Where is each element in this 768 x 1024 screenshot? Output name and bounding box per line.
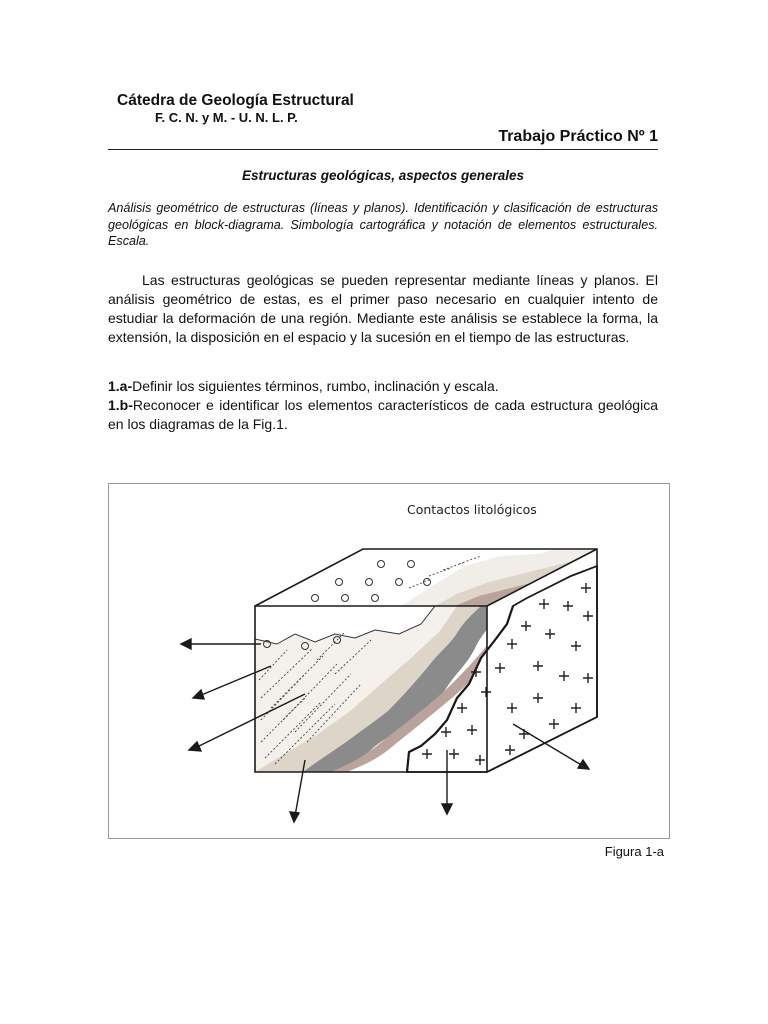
department-title: Cátedra de Geología Estructural [117, 92, 354, 109]
assignment-title: Trabajo Práctico Nº 1 [498, 128, 658, 145]
task-1a-text: Definir los siguientes términos, rumbo, inclinación y escala. [132, 378, 499, 394]
intro-paragraph: Las estructuras geológicas se pueden representar mediante líneas y planos. El análisis geométrico de estas, es el primer paso necesario en cualquier intento de estudiar la deformación de una región. Mediante este análisis se establece la forma, la extensión, la disposición en el espacio y la sucesión en el tiempo de las estructuras. [108, 272, 658, 345]
header-divider [108, 149, 658, 150]
figure-caption: Figura 1-a [604, 844, 664, 859]
section-abstract: Análisis geométrico de estructuras (líneas y planos). Identificación y clasificación de estructuras geológicas en block-diagrama. Simbología cartográfica y notación de elementos estructurales. Escala. [108, 201, 658, 248]
task-1b-text: Reconocer e identificar los elementos característicos de cada estructura geológica en los diagramas de la Fig.1. [108, 397, 658, 432]
task-1b [108, 396, 658, 434]
task-1a [108, 377, 658, 396]
task-1b-label: 1.b- [108, 397, 133, 413]
block-diagram [109, 484, 671, 840]
section-title: Estructuras geológicas, aspectos generales [241, 168, 525, 183]
faculty-name: F. C. N. y M. - U. N. L. P. [155, 110, 298, 125]
figure-title: Contactos litológicos [407, 502, 537, 517]
task-1a-label: 1.a- [108, 378, 133, 394]
figure-frame [108, 483, 670, 839]
